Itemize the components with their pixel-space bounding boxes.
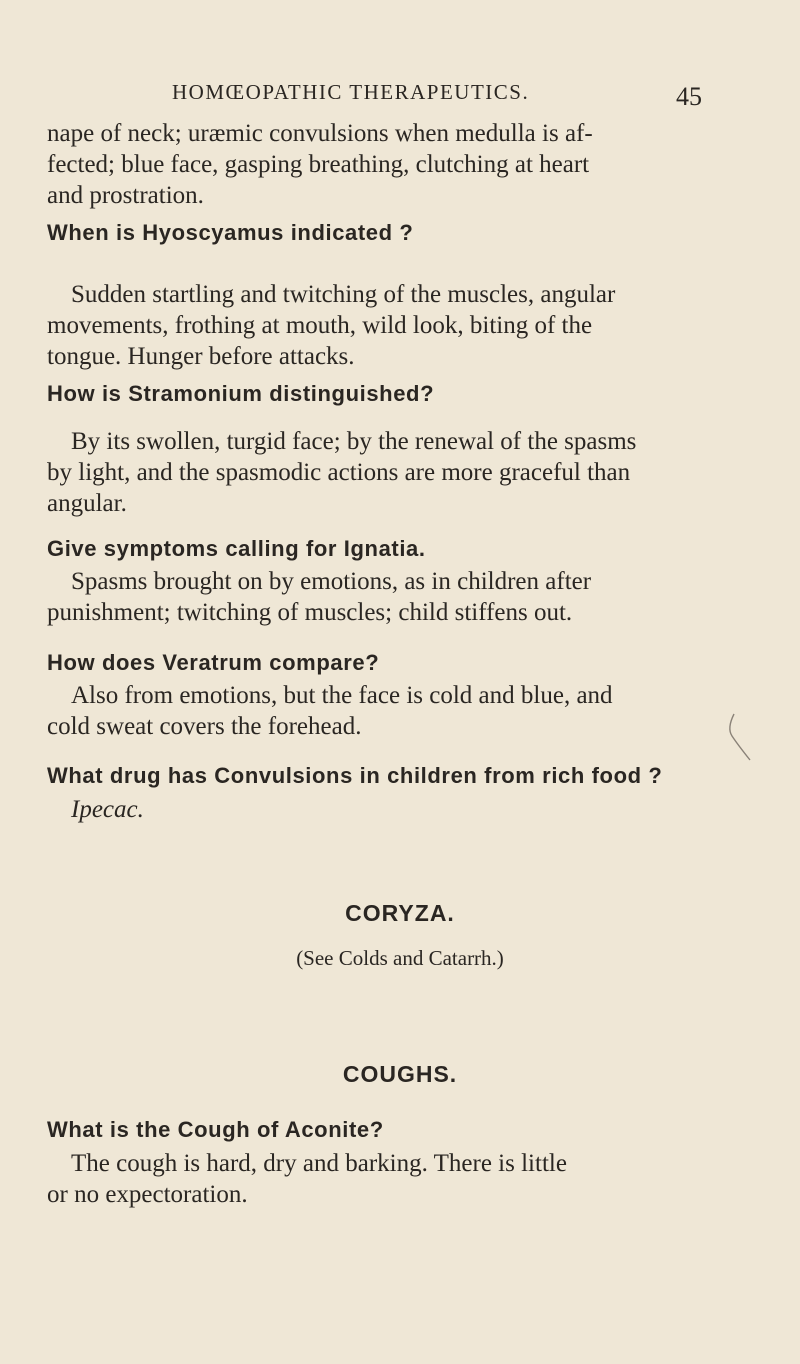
text-line: and prostration. [47, 182, 204, 209]
section-heading-coryza: CORYZA. [345, 900, 455, 926]
question-hyoscyamus: When is Hyoscyamus indicated ? [47, 220, 414, 245]
text-line: punishment; twitching of muscles; child stiffens out. [47, 599, 573, 626]
text-line: The cough is hard, dry and barking. There is little [71, 1150, 567, 1177]
question-ignatia: Give symptoms calling for Ignatia. [47, 536, 426, 561]
running-title: HOMŒOPATHIC THERAPEUTICS. [172, 80, 530, 104]
text-line: by light, and the spasmodic actions are more graceful than [47, 459, 631, 486]
question-convulsions-rich-food: What drug has Convulsions in children from rich food ? [47, 763, 663, 788]
text-line: tongue. Hunger before attacks. [47, 343, 355, 370]
answer-hyoscyamus [47, 279, 747, 372]
page-number: 45 [676, 82, 702, 111]
answer-stramonium [47, 426, 747, 519]
question-aconite-cough: What is the Cough of Aconite? [47, 1117, 384, 1142]
text-line: cold sweat covers the forehead. [47, 713, 362, 740]
text-line: Sudden startling and twitching of the muscles, angular [71, 281, 616, 308]
question-veratrum: How does Veratrum compare? [47, 650, 380, 675]
section-note-coryza: (See Colds and Catarrh.) [296, 946, 504, 970]
text-line: nape of neck; uræmic convulsions when medulla is af- [47, 120, 593, 147]
answer-ipecac: Ipecac. [71, 796, 144, 823]
answer-ignatia [47, 566, 747, 628]
text-line: movements, frothing at mouth, wild look, biting of the [47, 312, 593, 339]
text-line: fected; blue face, gasping breathing, clutching at heart [47, 151, 590, 178]
pencil-mark [724, 712, 754, 772]
section-heading-coughs: COUGHS. [342, 1061, 458, 1087]
text-line: Spasms brought on by emotions, as in children after [71, 568, 592, 595]
intro-paragraph [47, 118, 747, 211]
text-line: or no expectoration. [47, 1181, 248, 1208]
text-line: Also from emotions, but the face is cold and blue, and [71, 682, 613, 709]
question-stramonium: How is Stramonium distinguished? [47, 381, 435, 406]
answer-veratrum [47, 680, 747, 742]
text-line: angular. [47, 490, 127, 517]
answer-aconite-cough [47, 1148, 747, 1210]
text-line: By its swollen, turgid face; by the renewal of the spasms [71, 428, 637, 455]
